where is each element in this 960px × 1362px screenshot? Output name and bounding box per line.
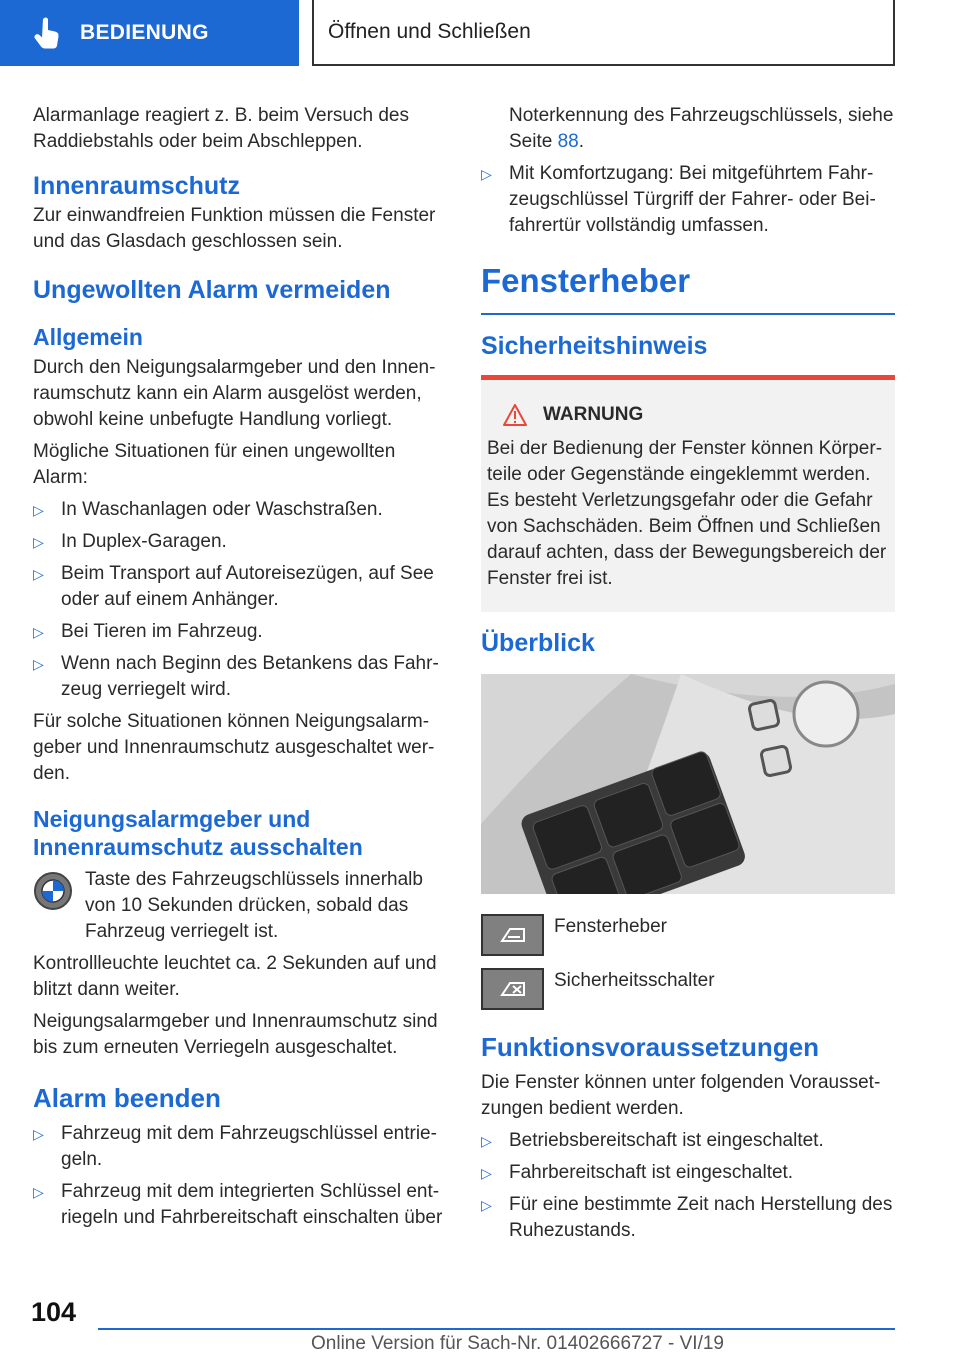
allgemein-text: Durch den Neigungsalarmgeber und den Innenraumschutz kann ein Alarm ausgelöst werden, obwohl keine unbefugte Handlung vorliegt. — [33, 357, 436, 430]
sicherheit-heading: Sicherheitshinweis — [481, 332, 708, 360]
list-item: ▷ In Waschanlagen oder Waschstraßen. — [33, 497, 443, 523]
bullet-triangle-icon: ▷ — [33, 502, 44, 518]
solche-text: Für solche Situationen können Neigungsalarmgeber und Innenraumschutz ausgeschaltet werden. — [33, 711, 435, 784]
bullet-triangle-icon: ▷ — [481, 1133, 492, 1149]
bullet-triangle-icon: ▷ — [33, 566, 44, 582]
situationen-text: Mögliche Situationen für einen ungewollten Alarm: — [33, 441, 396, 488]
funktion-heading: Funktionsvoraussetzungen — [481, 1032, 820, 1062]
window-lifter-icon — [481, 914, 544, 956]
bullet-triangle-icon: ▷ — [481, 166, 492, 182]
legend-row — [481, 968, 895, 1010]
komfort-list — [481, 161, 895, 239]
situationen-list — [33, 497, 443, 703]
ueberblick-heading: Überblick — [481, 629, 595, 657]
kontroll-text: Kontrollleuchte leuchtet ca. 2 Sekunden auf und blitzt dann weiter. — [33, 953, 437, 1000]
window-switch-photo — [481, 674, 895, 894]
bullet-triangle-icon: ▷ — [33, 624, 44, 640]
funktion-list — [481, 1128, 895, 1244]
warning-box — [481, 375, 895, 612]
page-link[interactable]: 88 — [557, 131, 579, 152]
warning-triangle-icon — [503, 404, 527, 426]
legend-row — [481, 914, 895, 956]
ausschalten-heading: Neigungsalarmgeber und Innenraumschutz ausschalten — [33, 806, 363, 860]
section-tab[interactable] — [0, 0, 299, 66]
right-column — [481, 103, 895, 1250]
bullet-triangle-icon: ▷ — [481, 1197, 492, 1213]
alarm-vermeiden-heading: Ungewollten Alarm vermeiden — [33, 276, 391, 304]
fensterheber-heading: Fensterheber — [481, 262, 691, 299]
footer-rule — [98, 1328, 895, 1330]
taste-text: Taste des Fahrzeugschlüssels innerhalb von 10 Sekunden drücken, sobald das Fahrzeug verriegelt ist. — [85, 869, 423, 942]
safety-switch-icon — [481, 968, 544, 1010]
list-item: ▷ Fahrzeug mit dem integrierten Schlüssel entriegeln und Fahrbereitschaft einschalten über — [33, 1181, 443, 1228]
beenden-heading: Alarm beenden — [33, 1083, 221, 1113]
heading-rule — [481, 313, 895, 315]
bullet-triangle-icon: ▷ — [33, 656, 44, 672]
list-item: ▷ Fahrzeug mit dem Fahrzeugschlüssel entriegeln. — [33, 1123, 437, 1170]
warning-title-row — [503, 402, 887, 428]
beenden-list — [33, 1121, 443, 1231]
key-instruction — [33, 867, 443, 945]
allgemein-heading: Allgemein — [33, 324, 143, 350]
chapter-title: Öffnen und Schließen — [312, 0, 895, 66]
list-item: ▷ In Duplex-Garagen. — [33, 529, 443, 555]
hand-touch-icon — [28, 13, 68, 53]
bullet-triangle-icon: ▷ — [481, 1165, 492, 1181]
bullet-triangle-icon: ▷ — [33, 1184, 44, 1200]
warning-title: WARNUNG — [543, 404, 644, 425]
list-item: ▷ Fahrbereitschaft ist eingeschaltet. — [481, 1160, 895, 1186]
legend-label: Sicherheitsschalter — [554, 970, 715, 991]
list-item: ▷ Beim Transport auf Autoreisezügen, auf See oder auf einem Anhänger. — [33, 563, 434, 610]
list-item: ▷ Wenn nach Beginn des Betankens das Fahrzeug verriegelt wird. — [33, 653, 439, 700]
car-key-icon — [33, 871, 73, 911]
bullet-triangle-icon: ▷ — [33, 534, 44, 550]
list-item: ▷ Bei Tieren im Fahrzeug. — [33, 619, 443, 645]
section-label: BEDIENUNG — [80, 21, 209, 44]
left-column — [33, 103, 443, 1237]
page-number: 104 — [31, 1297, 77, 1327]
continuation-text: Noterkennung des Fahrzeugschlüssels, siehe Seite 88. — [509, 105, 894, 152]
bis-text: Neigungsalarmgeber und Innenraumschutz sind bis zum erneuten Verriegeln ausgeschaltet. — [33, 1011, 438, 1058]
warning-text: Bei der Bedienung der Fenster können Körperteile oder Gegenstände eingeklemmt werden. Es besteht Verletzungsgefahr oder die Gefahr von Sachschäden. Beim Öffnen und Schließen darauf achten, dass der Bewegungsbereich der Fenster frei ist. — [487, 438, 887, 589]
bullet-triangle-icon: ▷ — [33, 1126, 44, 1142]
list-item: ▷ Für eine bestimmte Zeit nach Herstellung des Ruhezustands. — [481, 1194, 893, 1241]
list-item: ▷ Betriebsbereitschaft ist eingeschaltet. — [481, 1128, 895, 1154]
list-item: ▷ Mit Komfortzugang: Bei mitgeführtem Fahrzeugschlüssel Türgriff der Fahrer- oder Beifahrertür vollständig umfassen. — [481, 163, 876, 236]
legend-label: Fensterheber — [554, 916, 668, 937]
funktion-text: Die Fenster können unter folgenden Voraussetzungen bedient werden. — [481, 1072, 881, 1119]
innenraum-heading: Innenraumschutz — [33, 172, 240, 200]
intro-text: Alarmanlage reagiert z. B. beim Versuch des Raddiebstahls oder beim Abschleppen. — [33, 105, 409, 152]
innenraum-text: Zur einwandfreien Funktion müssen die Fenster und das Glasdach geschlossen sein. — [33, 205, 436, 252]
online-version-text: Online Version für Sach-Nr. 01402666727 - VI/19 — [311, 1333, 724, 1354]
